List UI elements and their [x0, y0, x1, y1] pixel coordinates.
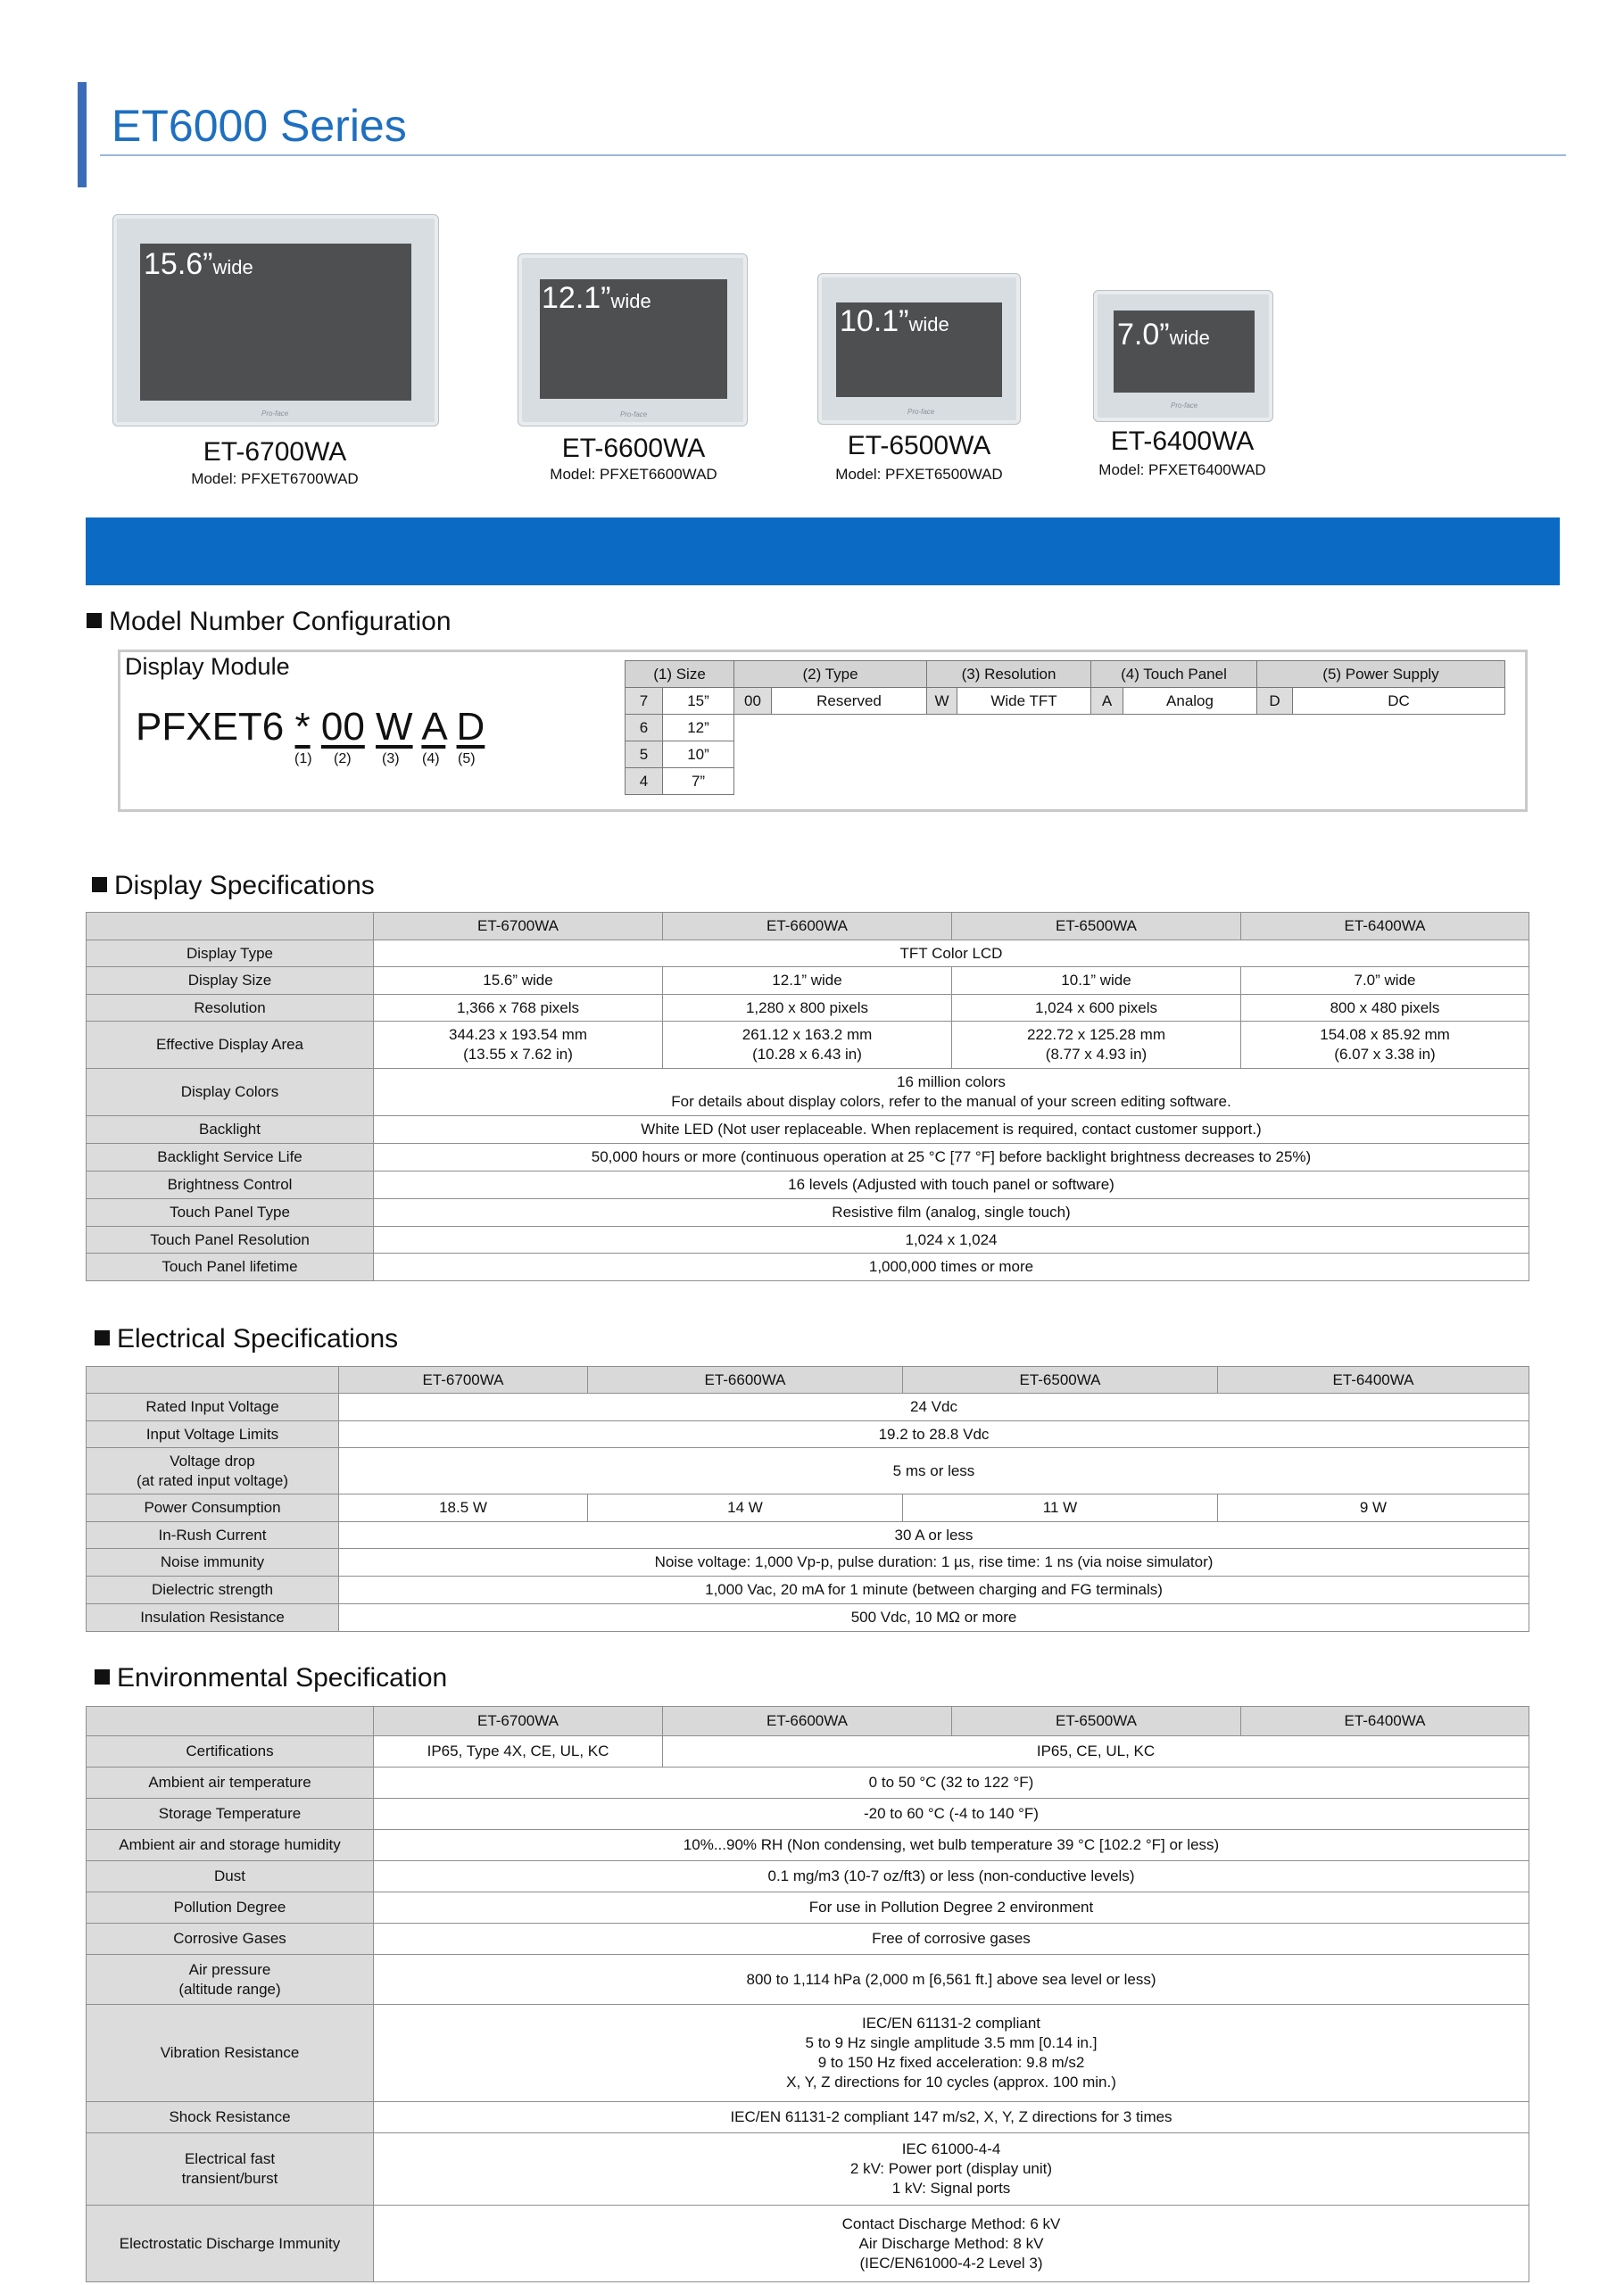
row-value: 19.2 to 28.8 Vdc	[339, 1421, 1529, 1448]
model-config-table	[625, 660, 1505, 795]
row-value: For use in Pollution Degree 2 environment	[374, 1892, 1529, 1924]
code-part-number: (4)	[422, 751, 440, 766]
column-header: ET-6700WA	[339, 1367, 588, 1394]
row-label: Vibration Resistance	[87, 2005, 374, 2102]
row-value: 30 A or less	[339, 1522, 1529, 1549]
table-row	[87, 1394, 1529, 1421]
brand-logo: Pro-face	[261, 410, 289, 418]
code-part-number: (2)	[334, 751, 352, 766]
config-value: Analog	[1123, 688, 1257, 715]
code-part-number: (5)	[458, 751, 476, 766]
section-heading-environmental-specs: Environmental Specification	[95, 1663, 447, 1693]
config-value: 7”	[663, 768, 734, 795]
brand-logo: Pro-face	[907, 408, 935, 416]
brand-logo: Pro-face	[620, 410, 648, 418]
row-value: White LED (Not user replaceable. When replacement is required, contact customer support.)	[374, 1116, 1529, 1144]
table-header-row	[87, 913, 1529, 940]
header-blank	[87, 913, 374, 940]
row-value: Noise voltage: 1,000 Vp-p, pulse duration: 1 µs, rise time: 1 ns (via noise simulator)	[339, 1549, 1529, 1577]
config-header: (2) Type	[734, 661, 927, 688]
table-row	[87, 1421, 1529, 1448]
row-label: Backlight Service Life	[87, 1144, 374, 1171]
config-code: 5	[626, 741, 663, 768]
section-heading-model-config: Model Number Configuration	[87, 607, 452, 637]
table-row	[87, 1171, 1529, 1199]
column-header: ET-6700WA	[374, 913, 663, 940]
code-part-number: (1)	[294, 751, 312, 766]
model-code: PFXET6 * 00 W A D	[136, 705, 485, 749]
table-row	[87, 1116, 1529, 1144]
product-model: Model: PFXET6700WAD	[191, 470, 359, 487]
column-header: ET-6400WA	[1218, 1367, 1529, 1394]
row-label: Power Consumption	[87, 1494, 339, 1522]
product-name: ET-6500WA	[847, 431, 991, 460]
row-value: IEC/EN 61131-2 compliant 147 m/s2, X, Y, Z directions for 3 times	[374, 2102, 1529, 2133]
column-header: ET-6600WA	[663, 1707, 952, 1736]
column-header: ET-6400WA	[1241, 913, 1529, 940]
row-label: Display Colors	[87, 1069, 374, 1116]
table-row	[87, 1199, 1529, 1227]
table-row	[87, 1768, 1529, 1799]
row-label: Effective Display Area	[87, 1022, 374, 1069]
column-header: ET-6500WA	[952, 913, 1241, 940]
row-cell: 12.1” wide	[663, 967, 952, 995]
row-label: Touch Panel Resolution	[87, 1227, 374, 1254]
table-row	[87, 1494, 1529, 1522]
table-row	[87, 1955, 1529, 2005]
row-label: Corrosive Gases	[87, 1924, 374, 1955]
row-cell: 1,366 x 768 pixels	[374, 995, 663, 1022]
row-value: 16 levels (Adjusted with touch panel or software)	[374, 1171, 1529, 1199]
screen-size-label: 15.6”wide	[144, 247, 253, 281]
section-heading-electrical-specs: Electrical Specifications	[95, 1324, 398, 1354]
table-row	[87, 2206, 1529, 2282]
table-row	[87, 940, 1529, 967]
column-header: ET-6500WA	[903, 1367, 1218, 1394]
display-specs-table	[86, 912, 1529, 1281]
product-image-et6500	[817, 273, 1021, 425]
table-row	[87, 1604, 1529, 1632]
column-header: ET-6600WA	[588, 1367, 903, 1394]
row-label: Display Size	[87, 967, 374, 995]
table-row	[87, 1577, 1529, 1604]
row-value: IEC/EN 61131-2 compliant 5 to 9 Hz single amplitude 3.5 mm [0.14 in.] 9 to 150 Hz fixed acceleration: 9.8 m/s2 X, Y, Z directions for 10 cycles (approx. 100 min.)	[374, 2005, 1529, 2102]
table-header-row	[87, 1707, 1529, 1736]
table-row	[87, 1736, 1529, 1768]
row-value: 1,000,000 times or more	[374, 1254, 1529, 1281]
screen-size-label: 7.0”wide	[1117, 318, 1210, 352]
config-header: (3) Resolution	[927, 661, 1091, 688]
row-value: IP65, CE, UL, KC	[663, 1736, 1529, 1768]
column-header: ET-6400WA	[1241, 1707, 1529, 1736]
row-value: 500 Vdc, 10 MΩ or more	[339, 1604, 1529, 1632]
blue-banner	[86, 517, 1560, 585]
header-blank	[87, 1707, 374, 1736]
row-cell: 222.72 x 125.28 mm (8.77 x 4.93 in)	[952, 1022, 1241, 1069]
row-cell: 9 W	[1218, 1494, 1529, 1522]
page-title: ET6000 Series	[112, 101, 407, 151]
row-value: 50,000 hours or more (continuous operation at 25 °C [77 °F] before backlight brightness decreases to 25%)	[374, 1144, 1529, 1171]
row-label: Resolution	[87, 995, 374, 1022]
row-value: 10%...90% RH (Non condensing, wet bulb temperature 39 °C [102.2 °F] or less)	[374, 1830, 1529, 1861]
column-header: ET-6600WA	[663, 913, 952, 940]
config-value: 15”	[663, 688, 734, 715]
section-heading-display-specs: Display Specifications	[92, 871, 375, 901]
row-label: Pollution Degree	[87, 1892, 374, 1924]
product-image-et6600	[518, 253, 748, 426]
row-cell: 11 W	[903, 1494, 1218, 1522]
row-label: Noise immunity	[87, 1549, 339, 1577]
product-model: Model: PFXET6600WAD	[550, 466, 717, 483]
table-row	[87, 2133, 1529, 2206]
table-row	[87, 1448, 1529, 1494]
column-header: ET-6700WA	[374, 1707, 663, 1736]
table-row	[87, 1022, 1529, 1069]
row-cell: 18.5 W	[339, 1494, 588, 1522]
row-label: Touch Panel lifetime	[87, 1254, 374, 1281]
product-name: ET-6400WA	[1110, 426, 1255, 456]
row-label: Electrostatic Discharge Immunity	[87, 2206, 374, 2282]
config-value: 12”	[663, 715, 734, 741]
row-value: 5 ms or less	[339, 1448, 1529, 1494]
row-label: Input Voltage Limits	[87, 1421, 339, 1448]
row-value: 24 Vdc	[339, 1394, 1529, 1421]
row-cell: 154.08 x 85.92 mm (6.07 x 3.38 in)	[1241, 1022, 1529, 1069]
config-code: 4	[626, 768, 663, 795]
row-cell: 800 x 480 pixels	[1241, 995, 1529, 1022]
table-row	[87, 1522, 1529, 1549]
config-value: DC	[1293, 688, 1505, 715]
config-value: 10”	[663, 741, 734, 768]
product-image-et6400	[1093, 290, 1273, 422]
row-label: Shock Resistance	[87, 2102, 374, 2133]
config-code: A	[1091, 688, 1123, 715]
config-code: 00	[734, 688, 772, 715]
table-row	[87, 967, 1529, 995]
product-model: Model: PFXET6500WAD	[835, 466, 1003, 483]
environmental-specs-table	[86, 1706, 1529, 2282]
product-image-et6700	[112, 214, 439, 426]
row-cell: 15.6” wide	[374, 967, 663, 995]
config-value: Reserved	[772, 688, 927, 715]
row-label: Dielectric strength	[87, 1577, 339, 1604]
table-row	[87, 1830, 1529, 1861]
config-code: 6	[626, 715, 663, 741]
row-label: Certifications	[87, 1736, 374, 1768]
config-code: D	[1257, 688, 1293, 715]
row-value: 0.1 mg/m3 (10-7 oz/ft3) or less (non-conductive levels)	[374, 1861, 1529, 1892]
config-header: (4) Touch Panel	[1091, 661, 1257, 688]
row-label: Voltage drop (at rated input voltage)	[87, 1448, 339, 1494]
table-header-row	[87, 1367, 1529, 1394]
display-module-label: Display Module	[125, 653, 290, 680]
electrical-specs-table	[86, 1366, 1529, 1632]
title-accent-bar	[78, 82, 87, 187]
row-value: IEC 61000-4-4 2 kV: Power port (display unit) 1 kV: Signal ports	[374, 2133, 1529, 2206]
table-row	[87, 1549, 1529, 1577]
row-value: Contact Discharge Method: 6 kV Air Discharge Method: 8 kV (IEC/EN61000-4-2 Level 3)	[374, 2206, 1529, 2282]
row-label: Rated Input Voltage	[87, 1394, 339, 1421]
row-value: -20 to 60 °C (-4 to 140 °F)	[374, 1799, 1529, 1830]
row-label: Air pressure (altitude range)	[87, 1955, 374, 2005]
row-cell: 7.0” wide	[1241, 967, 1529, 995]
row-value: 1,024 x 1,024	[374, 1227, 1529, 1254]
product-name: ET-6600WA	[561, 434, 706, 463]
screen-size-label: 10.1”wide	[840, 304, 949, 338]
table-row	[87, 2005, 1529, 2102]
row-cell: 1,280 x 800 pixels	[663, 995, 952, 1022]
product-name: ET-6700WA	[203, 437, 347, 467]
row-cell: 10.1” wide	[952, 967, 1241, 995]
row-label: Backlight	[87, 1116, 374, 1144]
table-row	[87, 1861, 1529, 1892]
table-row	[87, 1069, 1529, 1116]
code-part-number: (3)	[382, 751, 400, 766]
row-label: Insulation Resistance	[87, 1604, 339, 1632]
row-label: Dust	[87, 1861, 374, 1892]
row-label: Electrical fast transient/burst	[87, 2133, 374, 2206]
row-value: Resistive film (analog, single touch)	[374, 1199, 1529, 1227]
table-row	[87, 995, 1529, 1022]
row-cell: 261.12 x 163.2 mm (10.28 x 6.43 in)	[663, 1022, 952, 1069]
column-header: ET-6500WA	[952, 1707, 1241, 1736]
row-value: 16 million colors For details about display colors, refer to the manual of your screen editing software.	[374, 1069, 1529, 1116]
row-cell: IP65, Type 4X, CE, UL, KC	[374, 1736, 663, 1768]
title-divider	[100, 154, 1566, 156]
config-code: 7	[626, 688, 663, 715]
row-value: 800 to 1,114 hPa (2,000 m [6,561 ft.] above sea level or less)	[374, 1955, 1529, 2005]
row-value: 1,000 Vac, 20 mA for 1 minute (between charging and FG terminals)	[339, 1577, 1529, 1604]
row-label: Ambient air temperature	[87, 1768, 374, 1799]
row-label: Touch Panel Type	[87, 1199, 374, 1227]
row-value: Free of corrosive gases	[374, 1924, 1529, 1955]
product-model: Model: PFXET6400WAD	[1098, 461, 1266, 478]
row-label: In-Rush Current	[87, 1522, 339, 1549]
table-row	[87, 1892, 1529, 1924]
row-value: TFT Color LCD	[374, 940, 1529, 967]
row-cell: 1,024 x 600 pixels	[952, 995, 1241, 1022]
table-row	[87, 1924, 1529, 1955]
config-header: (1) Size	[626, 661, 734, 688]
row-label: Display Type	[87, 940, 374, 967]
screen-size-label: 12.1”wide	[542, 281, 651, 315]
row-label: Storage Temperature	[87, 1799, 374, 1830]
config-header: (5) Power Supply	[1257, 661, 1505, 688]
config-value: Wide TFT	[957, 688, 1091, 715]
config-code: W	[927, 688, 957, 715]
brand-logo: Pro-face	[1171, 402, 1198, 410]
row-value: 0 to 50 °C (32 to 122 °F)	[374, 1768, 1529, 1799]
table-row	[87, 1144, 1529, 1171]
table-row	[87, 1254, 1529, 1281]
header-blank	[87, 1367, 339, 1394]
table-row	[87, 1227, 1529, 1254]
row-cell: 344.23 x 193.54 mm (13.55 x 7.62 in)	[374, 1022, 663, 1069]
table-row	[87, 1799, 1529, 1830]
table-row	[87, 2102, 1529, 2133]
row-cell: 14 W	[588, 1494, 903, 1522]
row-label: Brightness Control	[87, 1171, 374, 1199]
row-label: Ambient air and storage humidity	[87, 1830, 374, 1861]
